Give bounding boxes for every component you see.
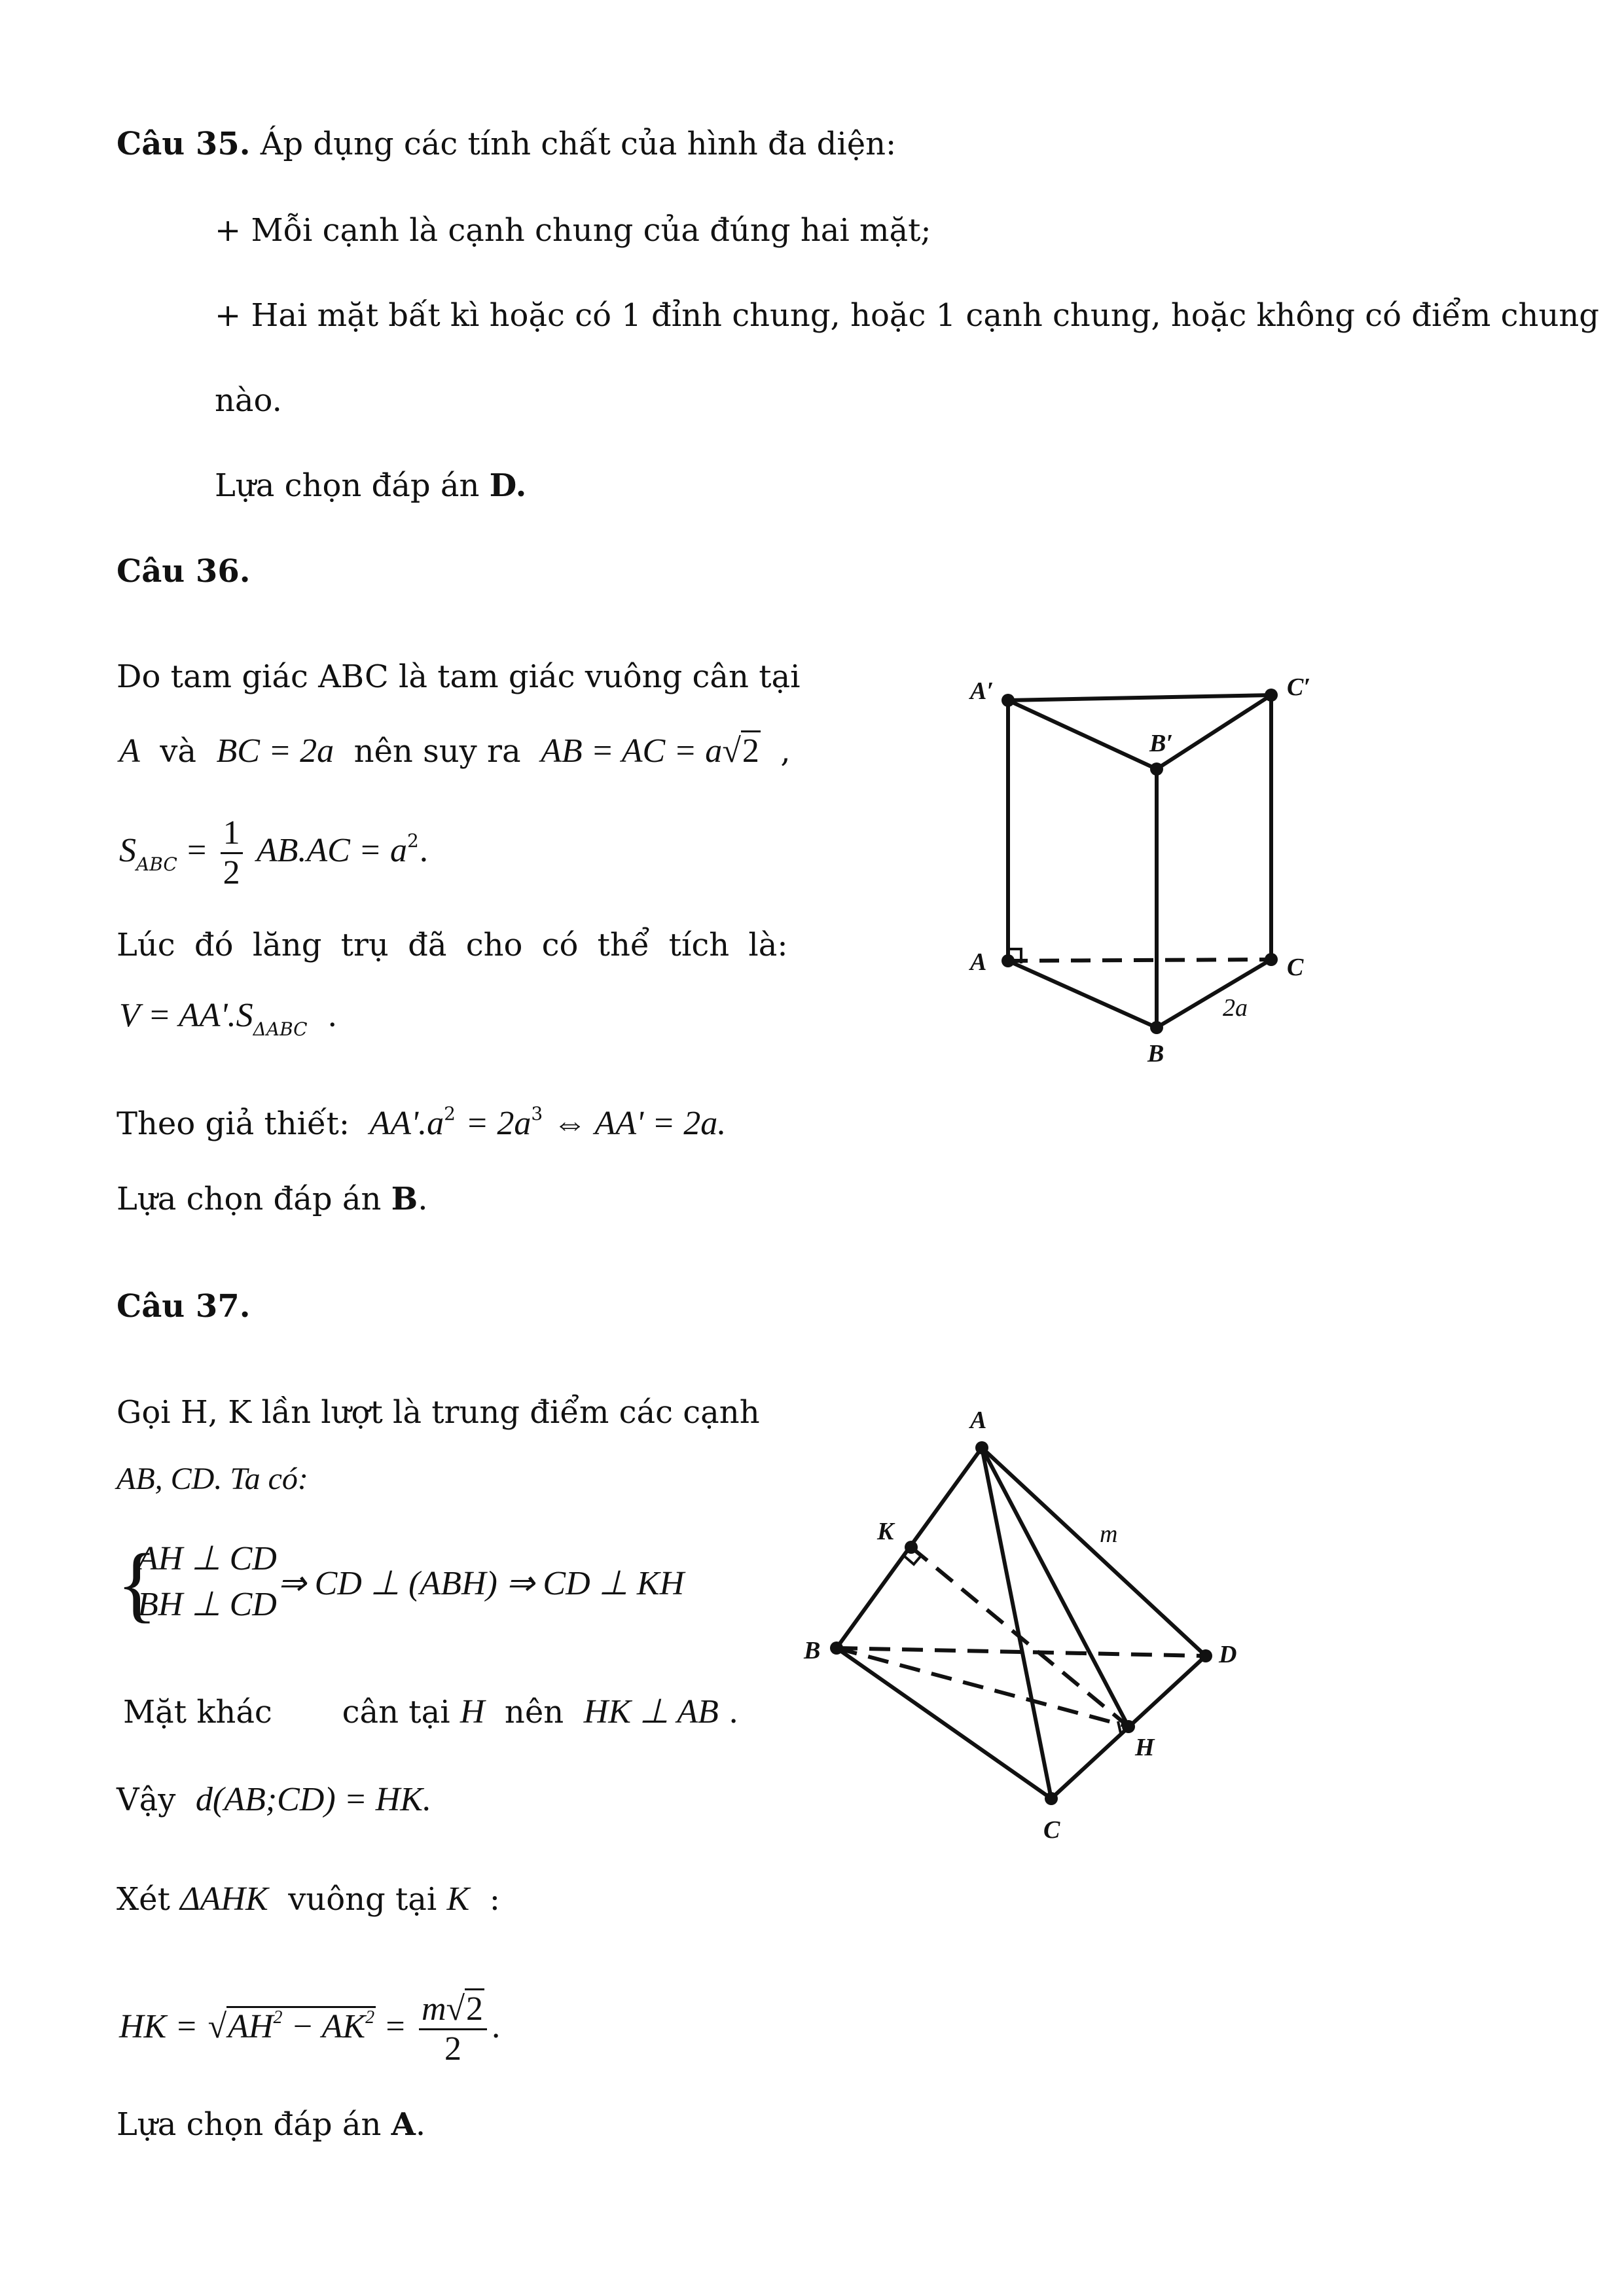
q37-line7-sup2: 2 bbox=[365, 2007, 375, 2028]
q35-bullet-2: + Hai mặt bất kì hoặc có 1 đỉnh chung, hoặc 1 cạnh chung, hoặc không có điểm chung bbox=[215, 297, 1600, 334]
q37-line6-b: ΔAHK bbox=[180, 1880, 268, 1918]
q36-line6-sup1: 2 bbox=[444, 1103, 456, 1124]
edge-a1-b1 bbox=[1008, 700, 1157, 769]
q37-sys-1: AH ⊥ CD bbox=[137, 1540, 277, 1577]
label-b: B bbox=[804, 1637, 821, 1664]
vertex-h bbox=[1122, 1720, 1135, 1733]
label-h: H bbox=[1135, 1734, 1155, 1761]
q36-answer-prefix: Lựa chọn đáp án bbox=[117, 1181, 382, 1217]
label-a: A bbox=[970, 1407, 987, 1434]
q36-line2-comma: , bbox=[780, 733, 791, 770]
q37-line-1: Gọi H, K lần lượt là trung điểm các cạnh bbox=[117, 1394, 760, 1431]
q37-line7-dot: . bbox=[491, 2009, 501, 2045]
q37-line7-rad-a: AH bbox=[228, 2008, 274, 2045]
q36-line5-sub: ΔABC bbox=[253, 1018, 308, 1040]
label-k: K bbox=[877, 1518, 894, 1545]
q37-answer-letter: A bbox=[391, 2106, 416, 2143]
edge-a1-c1 bbox=[1008, 695, 1271, 700]
label-m: m bbox=[1100, 1520, 1118, 1548]
q37-line-7: HK = $√AH^2 - AK^2$ = $\frac{m√2}{2}$ . bbox=[119, 1975, 501, 2070]
q36-line6-b: = 2a bbox=[465, 1105, 532, 1142]
q36-line2-a: A bbox=[119, 732, 140, 770]
edge-a-c-hidden bbox=[1008, 960, 1271, 961]
q36-line3-s: S bbox=[119, 832, 136, 869]
q37-line4-c: nên bbox=[504, 1694, 564, 1731]
edge-b-c bbox=[837, 1648, 1051, 1799]
q35-answer-prefix: Lựa chọn đáp án bbox=[215, 467, 480, 504]
label-d: D bbox=[1219, 1641, 1237, 1668]
q36-line2-bc: BC = 2a bbox=[216, 732, 334, 770]
q37-line7-a: HK = bbox=[119, 2008, 198, 2045]
q36-heading: Câu 36. bbox=[117, 553, 251, 590]
q37-line7-radicand bbox=[226, 2006, 376, 2045]
q36-answer bbox=[117, 1179, 428, 1219]
q36-line6-prefix: Theo giả thiết: bbox=[117, 1105, 350, 1142]
label-a: A bbox=[970, 948, 987, 976]
q37-line-2: AB, CD. Ta có: bbox=[117, 1462, 308, 1496]
q36-line2-ab: AB = AC = a bbox=[541, 732, 723, 770]
q36-line3-sup: 2 bbox=[406, 830, 419, 852]
label-b: B bbox=[1147, 1040, 1164, 1067]
q36-line-3 bbox=[119, 798, 429, 907]
q37-line6-c: vuông tại bbox=[288, 1881, 437, 1918]
q35-bullet-2-cont: nào. bbox=[215, 382, 282, 419]
label-2a: 2a bbox=[1223, 994, 1248, 1022]
q37-line-6 bbox=[117, 1880, 500, 1919]
q36-answer-letter: B bbox=[391, 1181, 418, 1217]
q37-answer-prefix: Lựa chọn đáp án bbox=[117, 2106, 382, 2143]
q36-line2-rad: 2 bbox=[741, 730, 761, 770]
q37-answer-dot: . bbox=[415, 2106, 426, 2143]
q37-line-5 bbox=[117, 1780, 431, 1820]
q35-intro: Áp dụng các tính chất của hình đa diện: bbox=[260, 126, 897, 162]
q36-line2-text: và bbox=[160, 733, 197, 770]
label-a1: A′ bbox=[970, 677, 994, 705]
label-b1: B′ bbox=[1149, 730, 1174, 757]
q37-line7-rad-b: − AK bbox=[291, 2008, 366, 2045]
q35-bullet-1: + Mỗi cạnh là cạnh chung của đúng hai mặt; bbox=[215, 212, 931, 249]
q37-line4-b: cân tại bbox=[342, 1694, 450, 1731]
q35-answer bbox=[215, 466, 526, 505]
q35-answer-letter: D. bbox=[489, 467, 527, 504]
vertex-c bbox=[1045, 1792, 1058, 1805]
q36-line6-a: AA'.a bbox=[369, 1105, 444, 1142]
edge-b1-c1 bbox=[1157, 695, 1271, 769]
q36-line-5 bbox=[119, 996, 337, 1049]
q37-heading: Câu 37. bbox=[117, 1288, 251, 1325]
vertex-b bbox=[1150, 1021, 1163, 1034]
q37-line6-a: Xét bbox=[117, 1881, 170, 1918]
q37-line7-num-rad: 2 bbox=[465, 1988, 484, 2028]
q37-line7-sup1: 2 bbox=[273, 2007, 283, 2028]
q36-prism-figure bbox=[916, 655, 1335, 1086]
q36-line6-c: ⇔ AA' = 2a. bbox=[552, 1105, 727, 1142]
q37-line5-a: Vậy bbox=[117, 1782, 176, 1818]
q37-line7-den: 2 bbox=[444, 2030, 461, 2068]
right-angle-mark-k bbox=[905, 1555, 922, 1564]
q36-line2-mid: nên suy ra bbox=[353, 733, 521, 770]
q36-line5-dot: . bbox=[327, 997, 338, 1034]
edge-a-h bbox=[982, 1448, 1128, 1727]
q36-line-1: Do tam giác ABC là tam giác vuông cân tại bbox=[117, 658, 801, 695]
vertex-a bbox=[975, 1441, 988, 1454]
q36-line-2: A và BC = 2a nên suy ra AB = AC = a√2 , bbox=[119, 732, 791, 771]
edge-a-b bbox=[1008, 961, 1157, 1028]
q37-line4-a: Mặt khác bbox=[123, 1694, 272, 1731]
q36-answer-dot: . bbox=[418, 1181, 428, 1217]
edge-b-h-hidden bbox=[837, 1648, 1128, 1727]
label-c: C bbox=[1043, 1816, 1060, 1844]
vertex-a bbox=[1001, 954, 1015, 967]
q37-sys-2: BH ⊥ CD bbox=[137, 1586, 277, 1623]
q37-line6-d: K bbox=[446, 1880, 470, 1918]
q37-line7-num: m bbox=[421, 1990, 446, 2028]
vertex-b1 bbox=[1150, 762, 1163, 776]
vertex-b bbox=[830, 1641, 843, 1655]
q36-line5-v: V = AA'.S bbox=[119, 997, 253, 1034]
label-c1: C′ bbox=[1287, 673, 1311, 701]
q36-line3-rest: AB.AC = a bbox=[256, 832, 407, 869]
q37-line4-h: H bbox=[460, 1693, 485, 1731]
q37-sys-rest: ⇒ CD ⊥ (ABH) ⇒ CD ⊥ KH bbox=[278, 1565, 685, 1602]
q37-line4-d: HK ⊥ AB bbox=[583, 1693, 719, 1731]
q36-line6-sup2: 3 bbox=[531, 1103, 543, 1124]
label-c: C bbox=[1287, 954, 1304, 981]
q36-line3-sub: ABC bbox=[136, 853, 177, 875]
edge-b-c bbox=[1157, 960, 1271, 1028]
q36-line3-dot: . bbox=[418, 833, 429, 869]
vertex-c bbox=[1265, 953, 1278, 966]
q37-line4-e: . bbox=[729, 1694, 739, 1731]
q37-line-4 bbox=[123, 1693, 738, 1732]
vertex-d bbox=[1199, 1649, 1212, 1662]
vertex-k bbox=[905, 1541, 918, 1554]
q35-heading: Câu 35. bbox=[117, 126, 251, 162]
q37-answer bbox=[117, 2105, 425, 2144]
q37-line7-eq: = bbox=[386, 2008, 405, 2045]
q37-line5-b: d(AB;CD) = HK. bbox=[195, 1781, 431, 1818]
q35-line-1 bbox=[117, 124, 896, 164]
q37-tetrahedron-figure bbox=[785, 1388, 1283, 1859]
vertex-c1 bbox=[1265, 689, 1278, 702]
q36-line-6 bbox=[117, 1094, 726, 1143]
edge-k-h-hidden bbox=[911, 1547, 1128, 1727]
q36-line3-den: 2 bbox=[223, 854, 240, 891]
vertex-a1 bbox=[1001, 694, 1015, 707]
q36-line3-num: 1 bbox=[221, 814, 243, 854]
q36-line3-eq: = bbox=[187, 832, 207, 869]
q37-line7-frac: $\frac{m√2}{2}$ bbox=[419, 1990, 487, 2068]
q36-line-4: Lúc đó lăng trụ đã cho có thể tích là: bbox=[117, 927, 788, 963]
q36-line3-frac bbox=[221, 814, 243, 892]
q37-line6-e: : bbox=[489, 1881, 500, 1918]
